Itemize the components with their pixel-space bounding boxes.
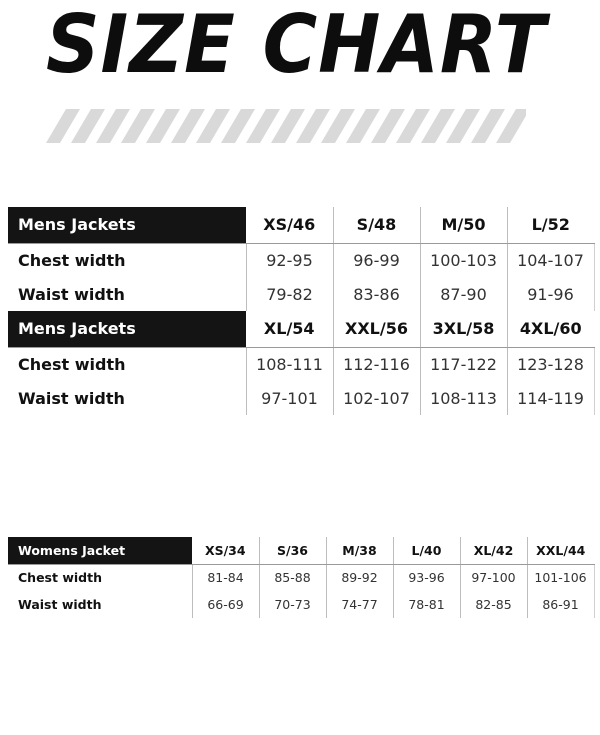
measurement-value: 79-82 — [246, 277, 333, 311]
measurement-row — [8, 277, 594, 311]
size-label: L/40 — [393, 537, 460, 564]
womens-size-table — [8, 537, 595, 618]
measurement-label: Chest width — [18, 250, 126, 270]
measurement-value: 85-88 — [259, 564, 326, 591]
measurement-value: 81-84 — [192, 564, 259, 591]
measurement-value: 92-95 — [246, 243, 333, 277]
measurement-value: 86-91 — [527, 591, 594, 618]
size-label: XXL/44 — [527, 537, 594, 564]
size-label: L/52 — [507, 207, 594, 243]
measurement-row — [8, 347, 594, 381]
measurement-row — [8, 381, 594, 415]
size-label: XL/42 — [460, 537, 527, 564]
measurement-value: 87-90 — [420, 277, 507, 311]
size-header-row — [8, 311, 594, 347]
measurement-value: 91-96 — [507, 277, 594, 311]
measurement-value: 108-111 — [246, 347, 333, 381]
size-label: 4XL/60 — [507, 311, 594, 347]
decorative-stripes — [46, 109, 526, 143]
size-label: 3XL/58 — [420, 311, 507, 347]
measurement-label: Waist width — [18, 597, 102, 612]
size-label: S/48 — [333, 207, 420, 243]
measurement-value: 101-106 — [527, 564, 594, 591]
size-label: XXL/56 — [333, 311, 420, 347]
measurement-label: Chest width — [18, 570, 102, 586]
measurement-value: 83-86 — [333, 277, 420, 311]
measurement-value: 74-77 — [326, 591, 393, 618]
measurement-value: 70-73 — [259, 591, 326, 618]
measurement-row — [8, 564, 594, 591]
measurement-value: 82-85 — [460, 591, 527, 618]
measurement-row — [8, 243, 594, 277]
measurement-value: 114-119 — [507, 381, 594, 415]
measurement-value: 96-99 — [333, 243, 420, 277]
category-label: Mens Jackets — [8, 207, 246, 243]
size-header-row — [8, 537, 594, 564]
measurement-value: 104-107 — [507, 243, 594, 277]
measurement-label: Waist width — [18, 284, 125, 304]
measurement-value: 102-107 — [333, 381, 420, 415]
measurement-value: 117-122 — [420, 347, 507, 381]
mens-size-table — [8, 207, 595, 415]
measurement-value: 100-103 — [420, 243, 507, 277]
measurement-value: 97-101 — [246, 381, 333, 415]
category-label: Womens Jacket — [8, 537, 192, 564]
measurement-value: 89-92 — [326, 564, 393, 591]
size-header-row — [8, 207, 594, 243]
size-label: XS/46 — [246, 207, 333, 243]
measurement-value: 93-96 — [393, 564, 460, 591]
measurement-row — [8, 591, 594, 618]
measurement-value: 97-100 — [460, 564, 527, 591]
size-label: M/50 — [420, 207, 507, 243]
size-label: XS/34 — [192, 537, 259, 564]
measurement-value: 66-69 — [192, 591, 259, 618]
category-label: Mens Jackets — [8, 311, 246, 347]
measurement-label: Chest width — [18, 354, 126, 374]
size-label: M/38 — [326, 537, 393, 564]
measurement-label: Waist width — [18, 388, 125, 408]
measurement-value: 123-128 — [507, 347, 594, 381]
size-label: S/36 — [259, 537, 326, 564]
size-label: XL/54 — [246, 311, 333, 347]
page-title: SIZE CHART — [46, 0, 547, 91]
measurement-value: 78-81 — [393, 591, 460, 618]
measurement-value: 112-116 — [333, 347, 420, 381]
measurement-value: 108-113 — [420, 381, 507, 415]
